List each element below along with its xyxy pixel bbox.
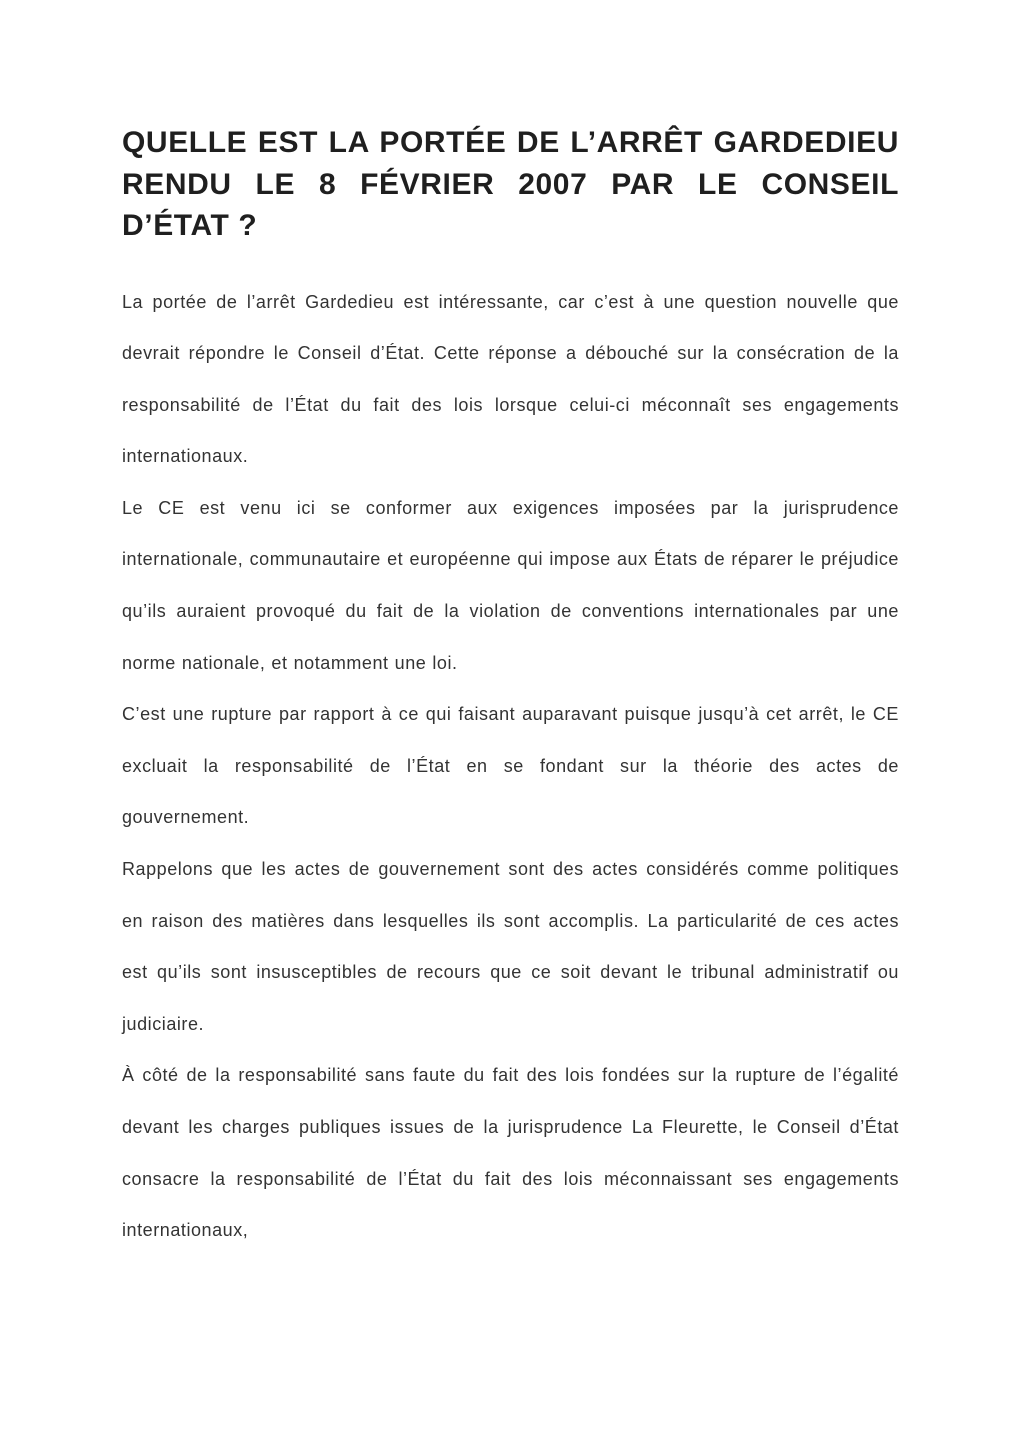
paragraph-2: Le CE est venu ici se conformer aux exigences imposées par la jurisprudence internationale, communautaire et européenne qui impose aux États de réparer le préjudice qu’ils auraient provoqué du fait de la violation de conventions internationales par une norme nationale, et notamment une loi. (122, 497, 899, 673)
document-body (122, 277, 899, 1257)
paragraph-5: À côté de la responsabilité sans faute du fait des lois fondées sur la rupture de l’égalité devant les charges publiques issues de la jurisprudence La Fleurette, le Conseil d’État consacre la responsabilité de l’État du fait des lois méconnaissant ses engagements internationaux, (122, 1065, 899, 1241)
document-page (122, 122, 899, 1257)
document-title: QUELLE EST LA PORTÉE DE L’ARRÊT GARDEDIEU RENDU LE 8 FÉVRIER 2007 PAR LE CONSEIL D’ÉTAT ? (122, 126, 899, 242)
paragraph-1: La portée de l’arrêt Gardedieu est intéressante, car c’est à une question nouvelle que devrait répondre le Conseil d’État. Cette réponse a débouché sur la consécration de la responsabilité de l’État du fait des lois lorsque celui-ci méconnaît ses engagements internationaux. (122, 291, 899, 467)
paragraph-4: Rappelons que les actes de gouvernement sont des actes considérés comme politiques en raison des matières dans lesquelles ils sont accomplis. La particularité de ces actes est qu’ils sont insusceptibles de recours que ce soit devant le tribunal administratif ou judiciaire. (122, 859, 899, 1034)
paragraph-3: C’est une rupture par rapport à ce qui faisant auparavant puisque jusqu’à cet arrêt, le CE excluait la responsabilité de l’État en se fondant sur la théorie des actes de gouvernement. (122, 704, 899, 828)
